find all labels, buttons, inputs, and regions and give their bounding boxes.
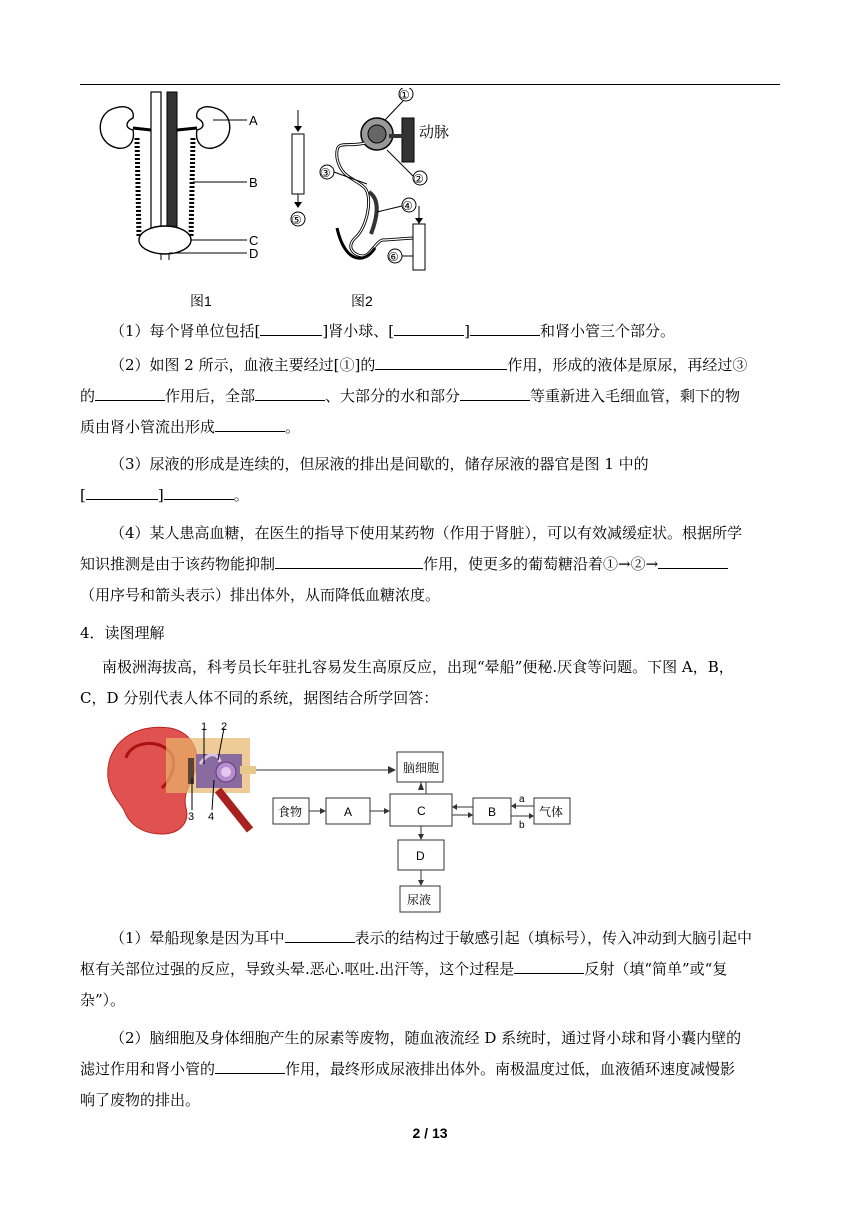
box-brain-label: 脑细胞 — [403, 761, 440, 775]
fig2-caption: 图2 — [351, 293, 373, 309]
page-number: 2 / 13 — [412, 1125, 448, 1141]
answer-blank[interactable] — [394, 319, 464, 336]
box-b-label: B — [488, 805, 497, 819]
answer-blank[interactable] — [285, 926, 355, 943]
q4-intro: 南极洲海拔高，科考员长年驻扎容易发生高原反应，出现“晕船”便秘.厌食等问题。下图 A，B， C，D 分别代表人体不同的系统，据图结合所学回答： — [80, 658, 734, 707]
answer-blank[interactable] — [658, 552, 728, 569]
fig1-caption: 图1 — [190, 293, 212, 309]
answer-blank[interactable] — [460, 384, 530, 401]
answer-blank[interactable] — [470, 319, 540, 336]
ear-illustration — [108, 727, 256, 834]
q4-part-1: （1）晕船现象是因为耳中 表示的结构过于敏感引起（填标号），传入冲动到大脑引起中 枢有关部位过强的反应，导致头晕.恶心.呕吐.出汗等，这个过程是 反射（填“简单”或“复 杂”）。 — [80, 923, 780, 1016]
figure-2-nephron — [285, 88, 465, 313]
fig2-label-5: ⑤ — [291, 213, 302, 227]
box-urine-label: 尿液 — [407, 893, 432, 907]
q4-heading: 4．读图理解 — [80, 624, 165, 642]
answer-blank[interactable] — [275, 552, 423, 569]
fig2-label-4: ④ — [402, 199, 413, 213]
fig1-label-c: C — [249, 233, 259, 248]
answer-blank[interactable] — [86, 483, 158, 500]
arrow-b-label: b — [519, 820, 525, 831]
arrow-a-label: a — [519, 794, 525, 805]
answer-blank[interactable] — [215, 415, 285, 432]
ear-label-2: 2 — [221, 721, 228, 733]
box-gas-label: 气体 — [539, 805, 564, 819]
q4-part-2: （2）脑细胞及身体细胞产生的尿素等废物，随血液流经 D 系统时，通过肾小球和肾小囊内壁的 滤过作用和肾小管的 作用，最终形成尿液排出体外。南极温度过低，血液循环速度减慢影 响了废物的排出。 — [80, 1029, 742, 1109]
figure-3-ear-and-systems — [100, 718, 580, 918]
q3-part-2: （2）如图 2 所示，血液主要经过[①]的 作用，形成的液体是原尿，再经过③ 的 作用后，全部 、大部分的水和部分 等重新进入毛细血管，剩下的物 质由肾小管流出形成 。 — [80, 350, 780, 443]
answer-blank[interactable] — [260, 319, 322, 336]
fig1-label-a: A — [249, 113, 258, 128]
answer-blank[interactable] — [215, 1057, 285, 1074]
ear-label-1: 1 — [201, 721, 208, 733]
q3-part-3: （3）尿液的形成是连续的，但尿液的排出是间歇的，储存尿液的器官是图 1 中的 [ ] 。 — [80, 455, 649, 504]
fig2-label-2: ② — [413, 172, 424, 186]
header-rule — [80, 84, 780, 85]
fig2-label-3: ③ — [320, 166, 331, 180]
fig1-label-b: B — [249, 175, 258, 190]
answer-blank[interactable] — [164, 483, 234, 500]
box-food-label: 食物 — [278, 805, 303, 819]
answer-blank[interactable] — [255, 384, 325, 401]
answer-blank[interactable] — [95, 384, 165, 401]
box-c-label: C — [417, 804, 426, 818]
fig2-artery-label: 动脉 — [419, 124, 450, 141]
answer-blank[interactable] — [514, 957, 584, 974]
ear-label-3: 3 — [188, 811, 195, 823]
box-a-label: A — [344, 805, 353, 819]
box-d-label: D — [416, 849, 425, 863]
figure-1-urinary-system — [95, 88, 275, 313]
ear-label-4: 4 — [208, 811, 215, 823]
fig2-label-6: ⑥ — [388, 250, 399, 264]
q3-part-1: （1）每个肾单位包括[ ]肾小球、[ ] 和肾小管三个部分。 — [80, 316, 780, 347]
fig2-label-1: ① — [399, 88, 410, 102]
q3-part-4: （4）某人患高血糖，在医生的指导下使用某药物（作用于肾脏），可以有效减缓症状。根据所学 知识推测是由于该药物能抑制 作用，使更多的葡萄糖沿着①→②→ （用序号和箭头表示）排出体外，从而降低血糖浓度。 — [80, 524, 743, 604]
fig1-label-d: D — [249, 246, 259, 261]
answer-blank[interactable] — [375, 353, 507, 370]
